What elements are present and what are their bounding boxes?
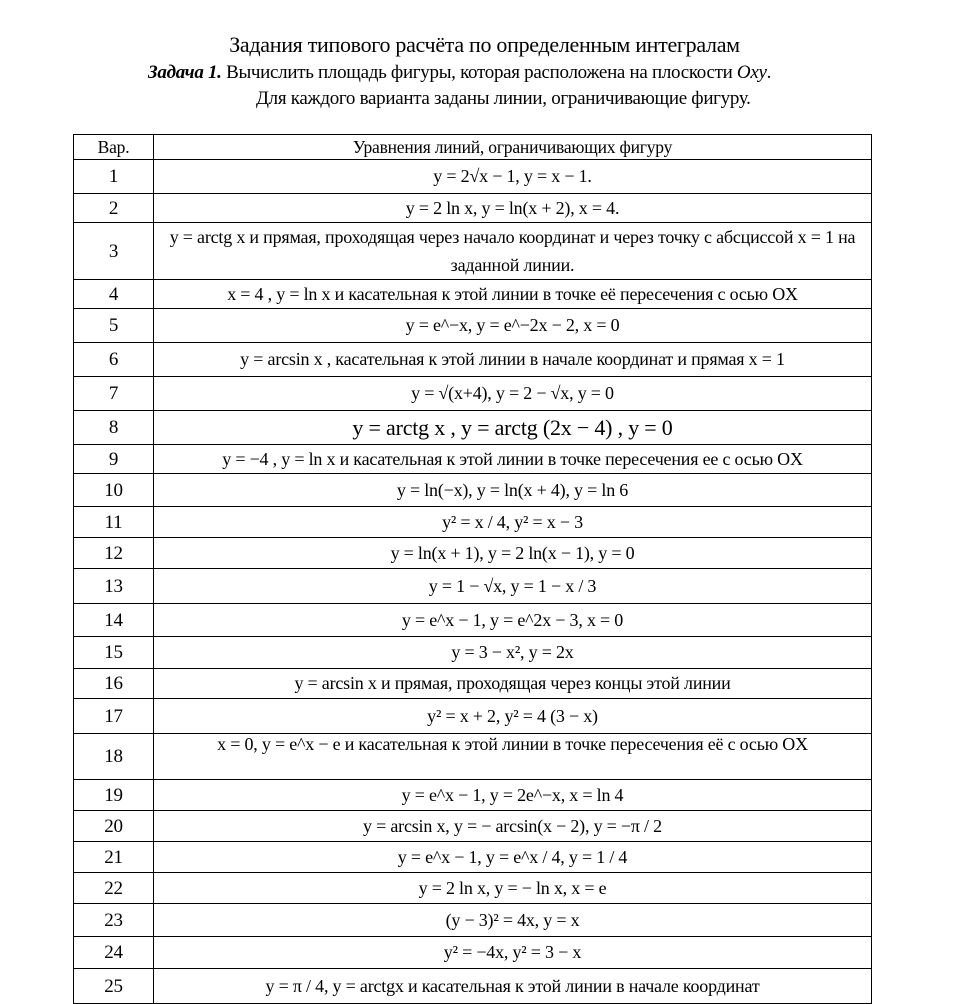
table-row bbox=[74, 411, 872, 445]
variant-equations: y = 2√x − 1, y = x − 1. bbox=[154, 160, 872, 194]
variant-number: 23 bbox=[74, 904, 154, 937]
variant-number: 10 bbox=[74, 474, 154, 507]
variant-number: 18 bbox=[74, 734, 154, 780]
variant-equations: y = 2 ln x, y = − ln x, x = e bbox=[154, 873, 872, 904]
variant-equations: y = arcsin x и прямая, проходящая через концы этой линии bbox=[154, 669, 872, 699]
variant-number: 9 bbox=[74, 445, 154, 474]
table-row bbox=[74, 904, 872, 937]
variant-equations: y² = x + 2, y² = 4 (3 − x) bbox=[154, 699, 872, 734]
variant-number: 12 bbox=[74, 538, 154, 569]
table-row bbox=[74, 873, 872, 904]
variant-equations: y = π / 4, y = arctgx и касательная к этой линии в начале координат bbox=[154, 969, 872, 1004]
variant-equations: y = ln(−x), y = ln(x + 4), y = ln 6 bbox=[154, 474, 872, 507]
task-plane: Oxy bbox=[736, 62, 767, 83]
variant-number: 4 bbox=[74, 280, 154, 309]
variant-equations: y = −4 , y = ln x и касательная к этой линии в точке пересечения ее с осью OX bbox=[154, 445, 872, 474]
task-label: Задача 1. bbox=[148, 62, 222, 83]
table-row bbox=[74, 160, 872, 194]
task-subtitle: Для каждого варианта заданы линии, ограничивающие фигуру. bbox=[256, 88, 751, 109]
variant-number: 24 bbox=[74, 937, 154, 969]
task-end: . bbox=[766, 62, 772, 83]
table-row bbox=[74, 538, 872, 569]
variant-equations: x = 0, y = e^x − e и касательная к этой линии в точке пересечения её с осью OX bbox=[154, 734, 872, 780]
variant-number: 13 bbox=[74, 569, 154, 604]
table-row bbox=[74, 604, 872, 637]
variant-equations: y = 2 ln x, y = ln(x + 2), x = 4. bbox=[154, 194, 872, 223]
table-row bbox=[74, 309, 872, 343]
table-row bbox=[74, 507, 872, 538]
variant-number: 22 bbox=[74, 873, 154, 904]
table-row bbox=[74, 445, 872, 474]
table-row bbox=[74, 937, 872, 969]
variant-number: 19 bbox=[74, 780, 154, 811]
table-row bbox=[74, 669, 872, 699]
table-row bbox=[74, 842, 872, 873]
table-row bbox=[74, 377, 872, 411]
table-row bbox=[74, 969, 872, 1004]
table-header-row bbox=[74, 135, 872, 160]
variant-number: 17 bbox=[74, 699, 154, 734]
variant-equations: y = ln(x + 1), y = 2 ln(x − 1), y = 0 bbox=[154, 538, 872, 569]
table-row bbox=[74, 474, 872, 507]
variant-equations: y = e^x − 1, y = e^2x − 3, x = 0 bbox=[154, 604, 872, 637]
variant-number: 1 bbox=[74, 160, 154, 194]
header-variant: Вар. bbox=[74, 135, 154, 160]
variant-equations: y = e^x − 1, y = 2e^−x, x = ln 4 bbox=[154, 780, 872, 811]
page-title: Задания типового расчёта по определенным интегралам bbox=[229, 32, 740, 57]
variant-number: 11 bbox=[74, 507, 154, 538]
variant-number: 14 bbox=[74, 604, 154, 637]
variant-number: 20 bbox=[74, 811, 154, 842]
table-row bbox=[74, 734, 872, 780]
variant-number: 7 bbox=[74, 377, 154, 411]
variant-number: 16 bbox=[74, 669, 154, 699]
variant-number: 5 bbox=[74, 309, 154, 343]
variant-equations: y = arcsin x , касательная к этой линии в начале координат и прямая x = 1 bbox=[154, 343, 872, 377]
variant-equations: y² = x / 4, y² = x − 3 bbox=[154, 507, 872, 538]
variant-number: 21 bbox=[74, 842, 154, 873]
variant-equations: (y − 3)² = 4x, y = x bbox=[154, 904, 872, 937]
table-row bbox=[74, 223, 872, 280]
variant-number: 8 bbox=[74, 411, 154, 445]
table-row bbox=[74, 569, 872, 604]
task-statement bbox=[148, 62, 771, 84]
table-row bbox=[74, 343, 872, 377]
variant-equations: y = √(x+4), y = 2 − √x, y = 0 bbox=[154, 377, 872, 411]
variant-equations: y = e^−x, y = e^−2x − 2, x = 0 bbox=[154, 309, 872, 343]
header-equations: Уравнения линий, ограничивающих фигуру bbox=[154, 135, 872, 160]
variant-number: 25 bbox=[74, 969, 154, 1004]
variant-number: 6 bbox=[74, 343, 154, 377]
variant-number: 2 bbox=[74, 194, 154, 223]
variant-equations: x = 4 , y = ln x и касательная к этой линии в точке её пересечения с осью OX bbox=[154, 280, 872, 309]
table-row bbox=[74, 194, 872, 223]
variant-equations: y = arctg x и прямая, проходящая через начало координат и через точку с абсциссой x = 1 на заданной линии. bbox=[154, 223, 872, 280]
variant-equations: y² = −4x, y² = 3 − x bbox=[154, 937, 872, 969]
table-row bbox=[74, 699, 872, 734]
variant-equations: y = arcsin x, y = − arcsin(x − 2), y = −π / 2 bbox=[154, 811, 872, 842]
table-row bbox=[74, 811, 872, 842]
task-text: Вычислить площадь фигуры, которая расположена на плоскости bbox=[221, 62, 737, 83]
table-row bbox=[74, 637, 872, 669]
table-row bbox=[74, 280, 872, 309]
variant-equations: y = e^x − 1, y = e^x / 4, y = 1 / 4 bbox=[154, 842, 872, 873]
variant-number: 15 bbox=[74, 637, 154, 669]
variant-equations: y = 3 − x², y = 2x bbox=[154, 637, 872, 669]
variant-equations: y = arctg x , y = arctg (2x − 4) , y = 0 bbox=[154, 411, 872, 445]
variants-table bbox=[73, 134, 872, 1004]
variant-number: 3 bbox=[74, 223, 154, 280]
table-row bbox=[74, 780, 872, 811]
variant-equations: y = 1 − √x, y = 1 − x / 3 bbox=[154, 569, 872, 604]
